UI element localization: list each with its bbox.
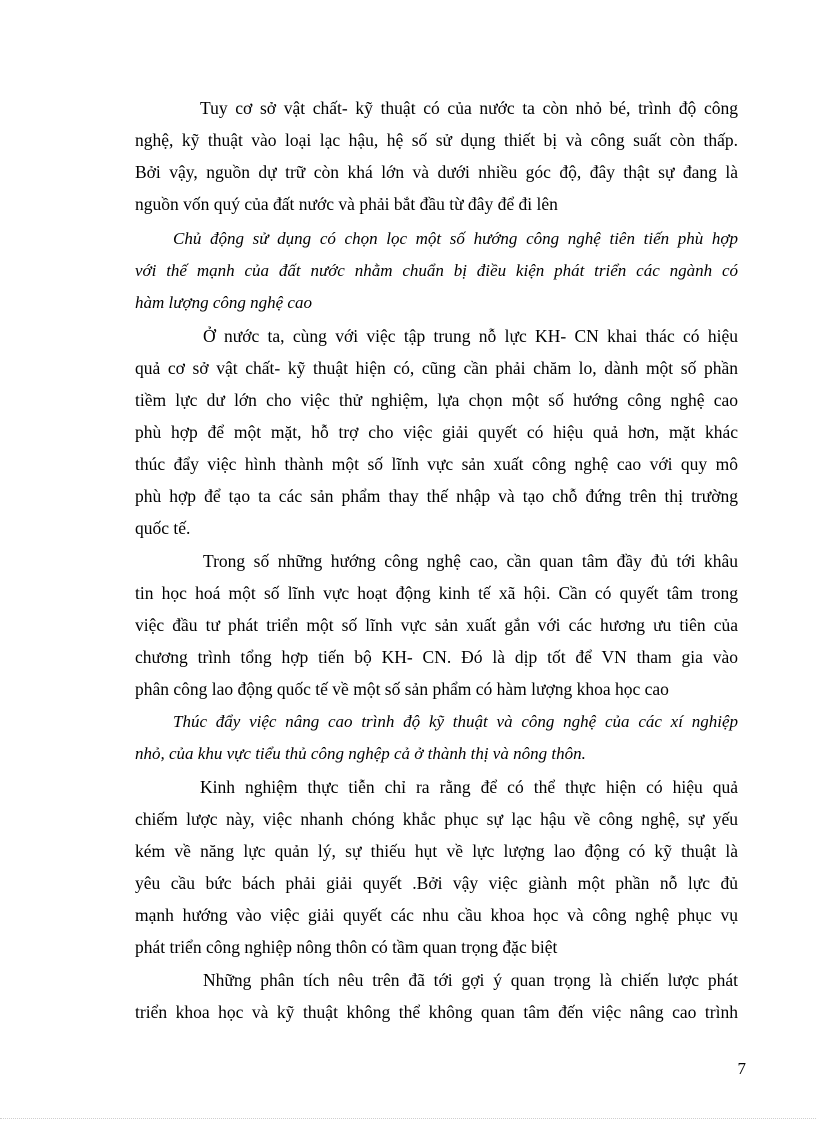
italic-heading-line: hàm lượng công nghệ cao: [135, 293, 312, 312]
text-line: tiềm lực dư lớn cho việc thử nghiệm, lựa chọn một số hướng công nghệ cao: [135, 390, 738, 410]
text-line: phù hợp để một mặt, hỗ trợ cho việc giải quyết có hiệu quả hơn, mặt khác: [135, 422, 738, 442]
text-line: mạnh hướng vào việc giải quyết các nhu cầu khoa học và công nghệ phục vụ: [135, 905, 738, 925]
italic-heading-line: Thúc đẩy việc nâng cao trình độ kỹ thuật và công nghệ của các xí nghiệp: [173, 712, 738, 731]
page-bottom-divider: [0, 1118, 816, 1119]
italic-heading-line: với thế mạnh của đất nước nhằm chuẩn bị điều kiện phát triển các ngành có: [135, 261, 738, 280]
text-line: Kinh nghiệm thực tiễn chỉ ra rằng để có thể thực hiện có hiệu quả: [200, 777, 738, 797]
text-line: phù hợp để tạo ta các sản phẩm thay thế nhập và tạo chỗ đứng trên thị trường: [135, 486, 738, 506]
text-line: phân công lao động quốc tế về một số sản phẩm có hàm lượng khoa học cao: [135, 679, 669, 699]
page-number: 7: [737, 1059, 746, 1078]
text-line: tin học hoá một số lĩnh vực hoạt động kinh tế xã hội. Cần có quyết tâm trong: [135, 583, 738, 603]
text-line: Tuy cơ sở vật chất- kỹ thuật có của nước ta còn nhỏ bé, trình độ công: [200, 98, 738, 118]
text-line: nguồn vốn quý của đất nước và phải bắt đầu từ đây để đi lên: [135, 194, 558, 214]
text-line: triển khoa học và kỹ thuật không thể không quan tâm đến việc nâng cao trình: [135, 1002, 738, 1022]
text-line: quả cơ sở vật chất- kỹ thuật hiện có, cũng cần phải chăm lo, dành một số phần: [135, 358, 738, 378]
italic-heading-line: Chủ động sử dụng có chọn lọc một số hướng công nghệ tiên tiến phù hợp: [173, 229, 738, 248]
text-line: nghệ, kỹ thuật vào loại lạc hậu, hệ số sử dụng thiết bị và công suất còn thấp.: [135, 130, 738, 150]
text-line: thúc đẩy việc hình thành một số lĩnh vực sản xuất công nghệ cao với quy mô: [135, 454, 738, 474]
text-line: kém về năng lực quản lý, sự thiếu hụt về lực lượng lao động có kỹ thuật là: [135, 841, 738, 861]
text-line: chương trình tổng hợp tiến bộ KH- CN. Đó là dịp tốt để VN tham gia vào: [135, 647, 738, 667]
text-line: Trong số những hướng công nghệ cao, cần quan tâm đầy đủ tới khâu: [203, 551, 738, 571]
text-line: việc đầu tư phát triển một số lĩnh vực sản xuất gắn với các hương ưu tiên của: [135, 615, 738, 635]
text-line: Ở nước ta, cùng với việc tập trung nỗ lực KH- CN khai thác có hiệu: [203, 326, 738, 346]
text-line: Những phân tích nêu trên đã tới gợi ý quan trọng là chiến lược phát: [203, 970, 738, 990]
text-line: quốc tế.: [135, 518, 191, 538]
text-line: phát triển công nghiệp nông thôn có tầm quan trọng đặc biệt: [135, 937, 558, 957]
text-line: yêu cầu bức bách phải giải quyết .Bởi vậy việc giành một phần nỗ lực đủ: [135, 873, 738, 893]
text-line: Bởi vậy, nguồn dự trữ còn khá lớn và dưới nhiều góc độ, đây thật sự đang là: [135, 162, 738, 182]
text-line: chiếm lược này, việc nhanh chóng khắc phục sự lạc hậu về công nghệ, sự yếu: [135, 809, 738, 829]
italic-heading-line: nhỏ, của khu vực tiểu thủ công nghệp cả ở thành thị và nông thôn.: [135, 744, 586, 763]
